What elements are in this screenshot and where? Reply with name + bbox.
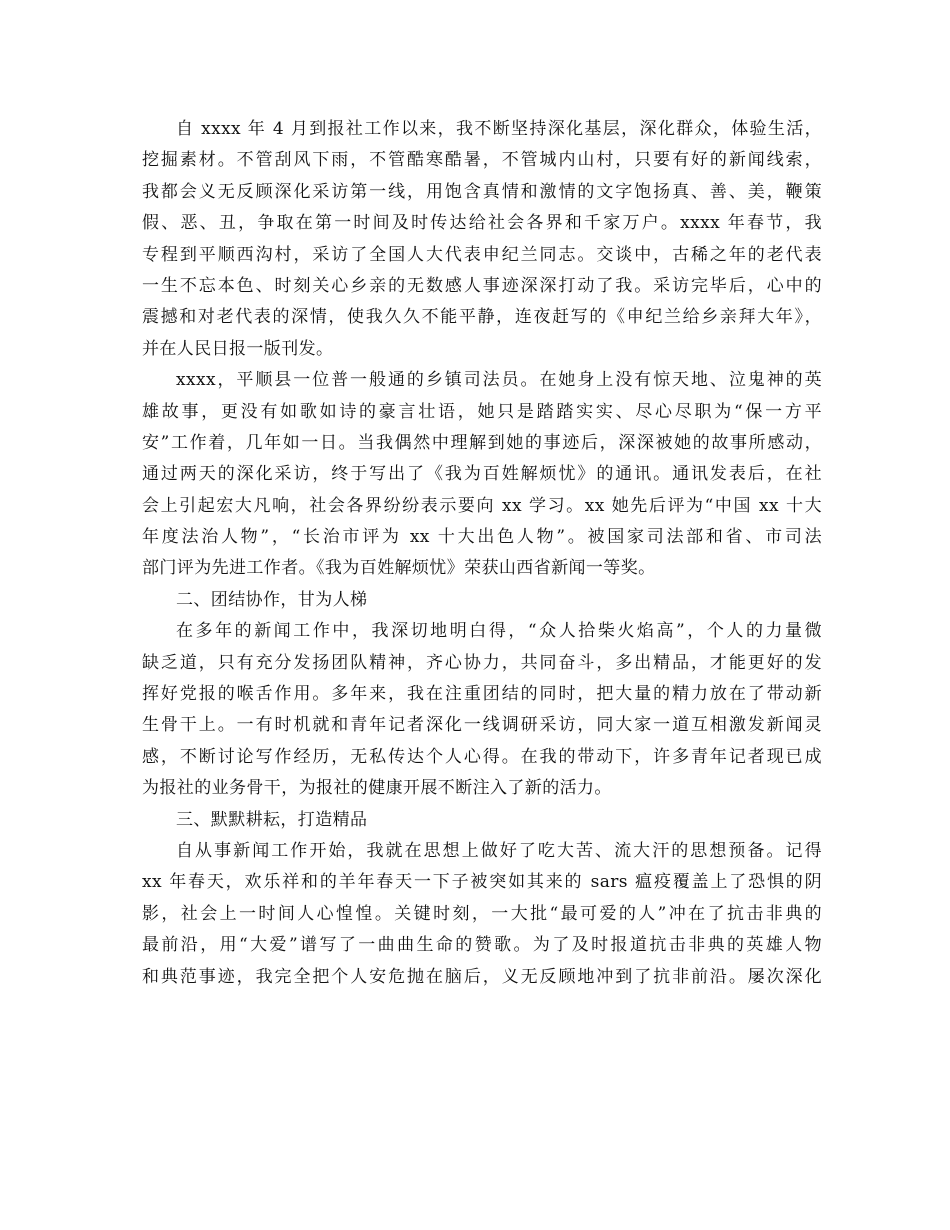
text-line: 影，社会上一时间人心惶惶。关键时刻，一大批“最可爱的人”冲在了抗击非典的 — [142, 903, 822, 924]
text-line: 年度法治人物”，“长治市评为 xx 十大出色人物”。被国家司法部和省、市司法 — [142, 527, 822, 548]
text-line: 在多年的新闻工作中，我深切地明白得，“众人拾柴火焰高”，个人的力量微 — [176, 621, 822, 642]
text-line: 部门评为先进工作者。《我为百姓解烦忧》荣获山西省新闻一等奖。 — [142, 558, 656, 579]
text-line: xxxx，平顺县一位普一般通的乡镇司法员。在她身上没有惊天地、泣鬼神的英 — [176, 370, 822, 391]
text-line: 感，不断讨论写作经历，无私传达个人心得。在我的带动下，许多青年记者现已成 — [142, 746, 822, 767]
text-line: 自从事新闻工作开始，我就在思想上做好了吃大苦、流大汗的思想预备。记得 — [176, 840, 822, 861]
text-line: 自 xxxx 年 4 月到报社工作以来，我不断坚持深化基层，深化群众，体验生活， — [176, 119, 822, 139]
text-line: 安”工作着，几年如一日。当我偶然中理解到她的事迹后，深深被她的故事所感动， — [142, 432, 822, 453]
text-line: 缺乏道，只有充分发扬团队精神，齐心协力，共同奋斗，多出精品，才能更好的发 — [142, 652, 822, 673]
text-line: 通过两天的深化采访，终于写出了《我为百姓解烦忧》的通讯。通讯发表后，在社 — [142, 464, 822, 485]
text-line: 并在人民日报一版刊发。 — [142, 338, 334, 359]
text-line: 最前沿，用“大爱”谱写了一曲曲生命的赞歌。为了及时报道抗击非典的英雄人物 — [142, 935, 822, 956]
text-line: 和典范事迹，我完全把个人安危抛在脑后，义无反顾地冲到了抗非前沿。屡次深化 — [142, 966, 822, 987]
text-line: 我都会义无反顾深化采访第一线，用饱含真情和激情的文字饱扬真、善、美，鞭策 — [142, 181, 822, 202]
text-line: 生骨干上。一有时机就和青年记者深化一线调研采访，同大家一道互相激发新闻灵 — [142, 715, 822, 736]
section-heading: 二、团结协作，甘为人梯 — [176, 589, 368, 610]
text-line: xx 年春天，欢乐祥和的羊年春天一下子被突如其来的 sars 瘟疫覆盖上了恐惧的阴 — [142, 872, 822, 893]
text-line: 假、恶、丑，争取在第一时间及时传达给社会各界和千家万户。xxxx 年春节，我 — [142, 213, 822, 234]
text-line: 会上引起宏大凡响，社会各界纷纷表示要向 xx 学习。xx 她先后评为“中国 xx 十大 — [142, 495, 822, 516]
text-line: 一生不忘本色、时刻关心乡亲的无数感人事迹深深打动了我。采访完毕后，心中的 — [142, 275, 822, 296]
document-body — [142, 114, 822, 993]
text-line: 为报社的业务骨干，为报社的健康开展不断注入了新的活力。 — [142, 778, 612, 799]
section-heading: 三、默默耕耘，打造精品 — [176, 809, 368, 830]
text-line: 挖掘素材。不管刮风下雨，不管酷寒酷暑，不管城内山村，只要有好的新闻线索， — [142, 150, 822, 171]
text-line: 震撼和对老代表的深情，使我久久不能平静，连夜赶写的《申纪兰给乡亲拜大年》， — [142, 307, 822, 328]
text-line: 雄故事，更没有如歌如诗的豪言壮语，她只是踏踏实实、尽心尽职为“保一方平 — [142, 401, 822, 422]
text-line: 挥好党报的喉舌作用。多年来，我在注重团结的同时，把大量的精力放在了带动新 — [142, 684, 822, 705]
text-line: 专程到平顺西沟村，采访了全国人大代表申纪兰同志。交谈中，古稀之年的老代表 — [142, 244, 822, 265]
